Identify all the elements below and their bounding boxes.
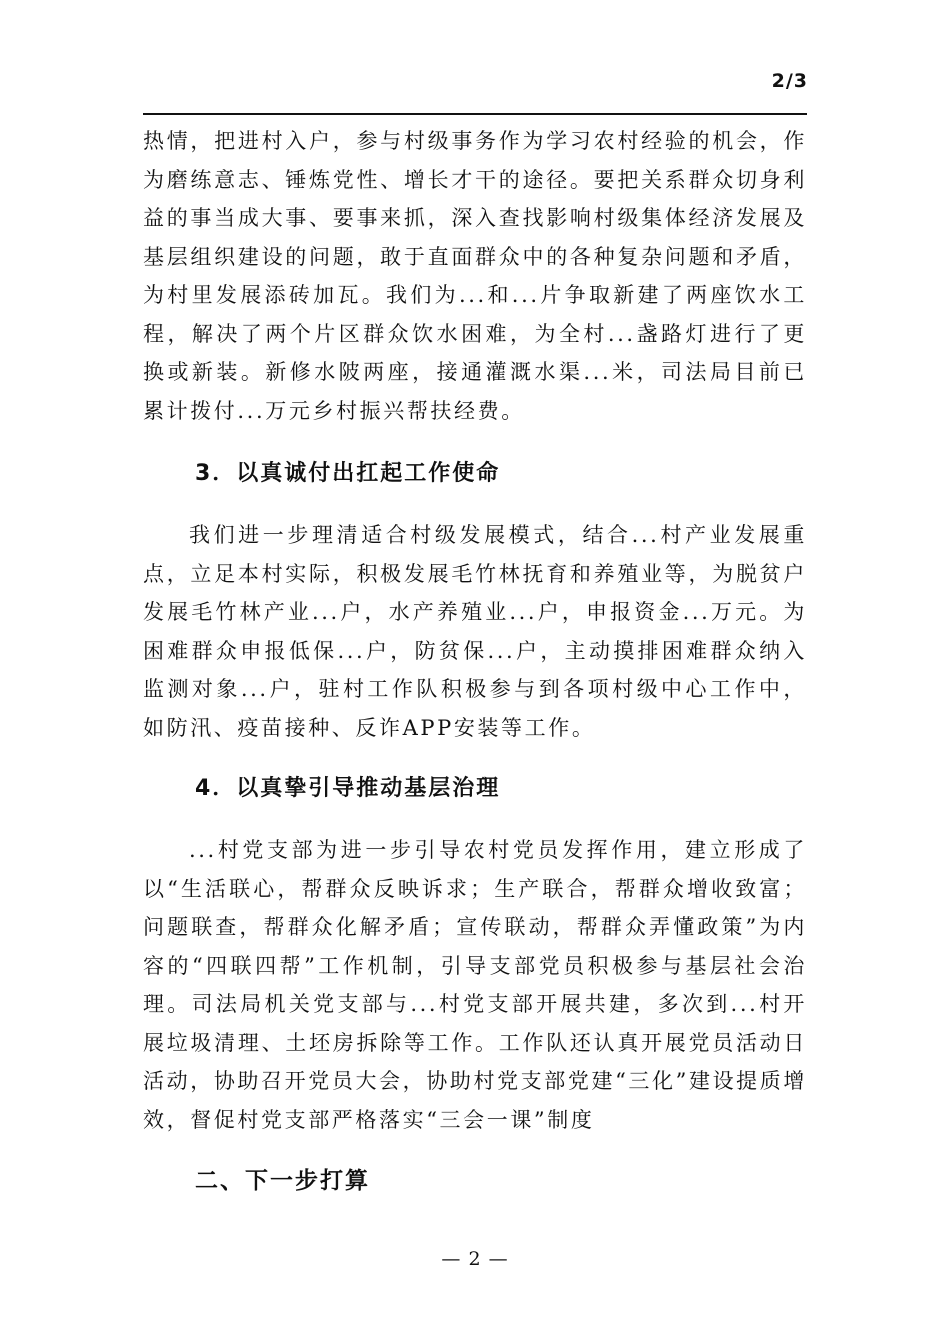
header-rule <box>143 113 807 115</box>
section-4-title: 4．以真挚引导推动基层治理 <box>195 776 501 801</box>
footer-page-number: — 2 — <box>441 1248 509 1270</box>
page-counter: 2/3 <box>771 70 808 92</box>
next-section-title: 二、下一步打算 <box>195 1168 370 1194</box>
document-body <box>143 122 807 1201</box>
intro-paragraph: 热情，把进村入户，参与村级事务作为学习农村经验的机会，作为磨练意志、锤炼党性、增长才干的途径。要把关系群众切身利益的事当成大事、要事来抓，深入查找影响村级集体经济发展及基层组织建设的问题，敢于直面群众中的各种复杂问题和矛盾，为村里发展添砖加瓦。我们为...和...片争取新建了两座饮水工程，解决了两个片区群众饮水困难，为全村...盏路灯进行了更换或新装。新修水陂两座，接通灌溉水渠...米，司法局目前已累计拨付...万元乡村振兴帮扶经费。 <box>143 129 807 423</box>
section-3-title: 3．以真诚付出扛起工作使命 <box>195 461 501 486</box>
section-3-paragraph: 我们进一步理清适合村级发展模式，结合...村产业发展重点，立足本村实际，积极发展毛竹林抚育和养殖业等，为脱贫户发展毛竹林产业...户，水产养殖业...户，申报资金...万元。为困难群众申报低保...户，防贫保...户，主动摸排困难群众纳入监测对象...户，驻村工作队积极参与到各项村级中心工作中，如防汛、疫苗接种、反诈APP安装等工作。 <box>143 523 807 740</box>
section-4-paragraph: ...村党支部为进一步引导农村党员发挥作用，建立形成了以“生活联心，帮群众反映诉求；生产联合，帮群众增收致富；问题联查，帮群众化解矛盾；宣传联动，帮群众弄懂政策”为内容的“四联四帮”工作机制，引导支部党员积极参与基层社会治理。司法局机关党支部与...村党支部开展共建，多次到...村开展垃圾清理、土坯房拆除等工作。工作队还认真开展党员活动日活动，协助召开党员大会，协助村党支部党建“三化”建设提质增效，督促村党支部严格落实“三会一课”制度 <box>143 838 807 1132</box>
